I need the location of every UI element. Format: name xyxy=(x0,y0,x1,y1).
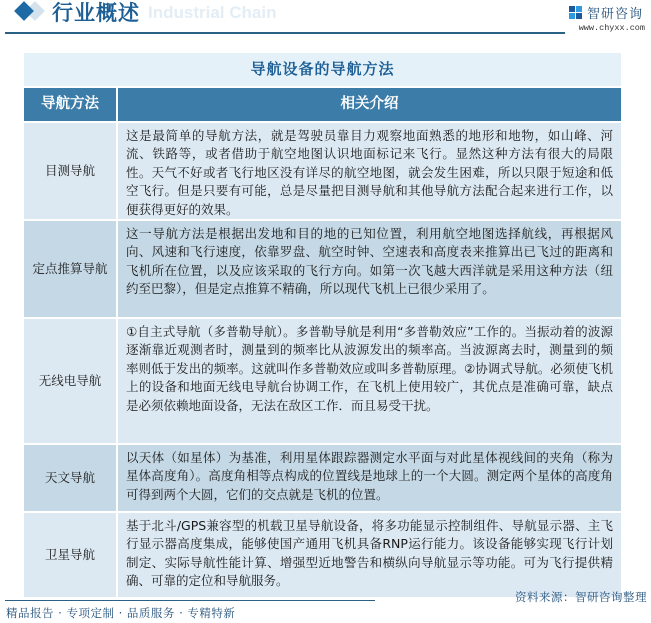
table-header-row xyxy=(24,88,621,121)
header-watermark: Industrial Chain xyxy=(148,3,277,22)
column-header-method: 导航方法 xyxy=(24,88,116,121)
method-cell: 天文导航 xyxy=(24,445,116,511)
method-cell: 目测导航 xyxy=(24,123,116,219)
method-cell: 无线电导航 xyxy=(24,319,116,443)
description-cell: 基于北斗/GPS兼容型的机载卫星导航设备，将多功能显示控制组件、导航显示器、主飞行显示器高度集成，能够使国产通用飞机具备RNP运行能力。该设备能够实现飞行计划制定、实际导航性能计算、增强型近地警告和横纵向导航显示等功能。可为飞行提供精确、可靠的定位和导航服务。 xyxy=(118,513,621,597)
table-row xyxy=(24,513,621,597)
table-row xyxy=(24,221,621,317)
table-row xyxy=(24,445,621,511)
footer-slogan: 精品报告 · 专项定制 · 品质服务 · 专精特新 xyxy=(6,606,236,620)
header-divider xyxy=(5,32,565,34)
description-cell: 这一导航方法是根据出发地和目的地的已知位置，利用航空地图选择航线，再根据风向、风速和飞行速度，依靠罗盘、航空时钟、空速表和高度表来推算出已飞过的距离和飞机所在位置，以及应该采取的飞行方向。如第一次飞越大西洋就是采用这种方法（纽约至巴黎），但是定点推算不精确，所以现代飞机上已很少采用了。 xyxy=(118,221,621,317)
brand-url: www.chyxx.com xyxy=(578,23,645,33)
description-cell: 以天体（如星体）为基准，利用星体跟踪器测定水平面与对此星体视线间的夹角（称为星体高度角）。高度角相等点构成的位置线是地球上的一个大圆。测定两个星体的高度角可得到两个大圆，它们的交点就是飞机的位置。 xyxy=(118,445,621,511)
method-cell: 卫星导航 xyxy=(24,513,116,597)
brand-name: 智研咨询 xyxy=(586,7,643,22)
page-title: 行业概述 xyxy=(52,0,140,25)
footer-divider xyxy=(5,600,375,601)
method-cell: 定点推算导航 xyxy=(24,221,116,317)
column-header-description: 相关介绍 xyxy=(118,88,621,121)
page-header xyxy=(0,0,651,34)
table-title: 导航设备的导航方法 xyxy=(24,53,621,86)
description-cell: 这是最简单的导航方法，就是驾驶员靠目力观察地面熟悉的地形和地物，如山峰、河流、铁路等，或者借助于航空地图认识地面标记来飞行。显然这种方法有很大的局限性。天气不好或者飞行地区没有详尽的航空地图，就会发生困难，所以只限于短途和低空飞行。但是只要有可能，总是尽量把目测导航和其他导航方法配合起来进行工作，以便获得更好的效果。 xyxy=(118,123,621,219)
navigation-methods-table xyxy=(24,53,621,597)
source-note: 资料来源：智研咨询整理 xyxy=(515,590,647,604)
table-row xyxy=(24,123,621,219)
brand-logo-icon xyxy=(569,6,582,19)
brand xyxy=(569,3,643,22)
table-row xyxy=(24,319,621,443)
description-cell: ①自主式导航（多普勒导航）。多普勒导航是利用“多普勒效应”工作的。当振动着的波源逐渐靠近观测者时，测量到的频率比从波源发出的频率高。当波源离去时，测量到的频率则低于发出的频率。这就叫作多普勒效应或叫多普勒原理。②协调式导航。必须使飞机上的设备和地面无线电导航台协调工作，在飞机上使用较广，其优点是准确可靠，缺点是必须依赖地面设备，无法在敌区工作．而且易受干扰。 xyxy=(118,319,621,443)
